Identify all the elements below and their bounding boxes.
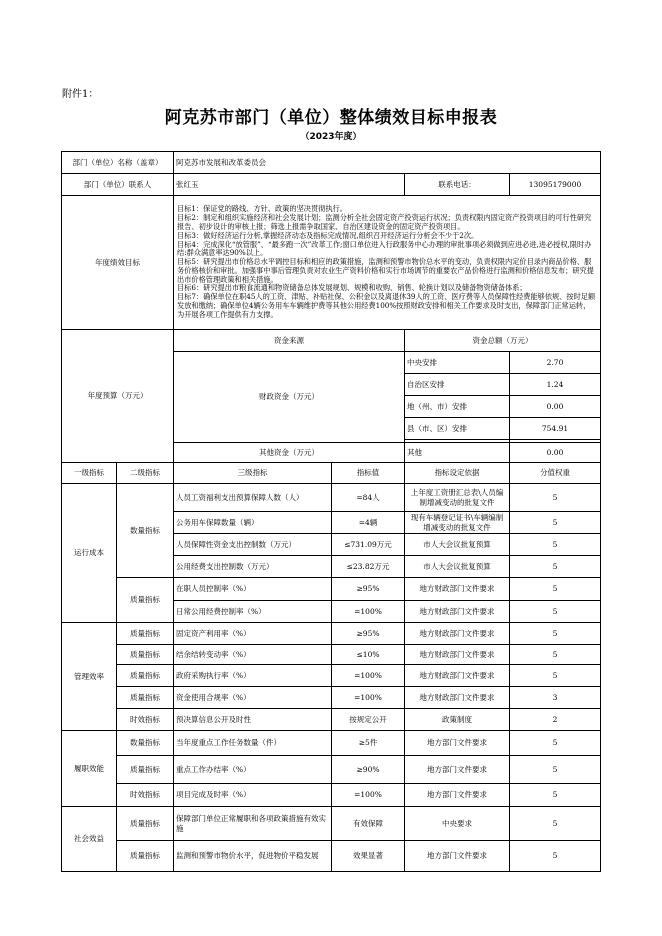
indicator-weight: 3: [510, 687, 601, 709]
indicator-row: [62, 578, 601, 601]
indicator-weight: 5: [510, 756, 601, 784]
level2-indicator: 质量指标: [117, 665, 174, 687]
level2-indicator: 时效指标: [117, 709, 174, 731]
budget-source-header: 资金来源: [174, 330, 405, 352]
indicator-basis: 上年度工资册汇总表\人员编制增减变动的批复文件: [405, 484, 510, 512]
level3-indicator: 政府采购执行率（%）: [174, 665, 332, 687]
dept-label: 部门（单位）名称（盖章）: [62, 152, 174, 174]
goal-line: 目标2：制定和组织实施经济和社会发展计划；监测分析全社会固定资产投资运行状况；负责权限内固定资产投资项目的可行性研究报告、初步设计的审核上报；筛选上报需争取国家、自治区建设资金的固定资产投资项目。: [177, 213, 592, 231]
level3-indicator: 结余结转变动率（%）: [174, 645, 332, 665]
level2-indicator: 数量指标: [117, 731, 174, 756]
indicator-basis: 中央要求: [405, 807, 510, 841]
level1-indicator: 履职效能: [62, 731, 117, 807]
level2-indicator: 质量指标: [117, 807, 174, 841]
year-subtitle: （2023年度）: [300, 132, 362, 142]
budget-row-name: 自治区安排: [405, 374, 510, 396]
level2-indicator: 质量指标: [117, 756, 174, 784]
contact-label: 部门（单位）联系人: [62, 174, 174, 196]
indicator-basis: 市人大会议批复预算: [405, 534, 510, 556]
level3-indicator: 预决算信息公开及时性: [174, 709, 332, 731]
level2-indicator: 质量指标: [117, 687, 174, 709]
level2-indicator: 质量指标: [117, 645, 174, 665]
indicator-value: 有效保障: [332, 807, 405, 841]
level1-indicator: 社会效益: [62, 807, 117, 872]
level3-indicator: 日常公用经费控制率（%）: [174, 601, 332, 623]
dept-row: [62, 152, 601, 174]
goal-line: 目标1：保证党的路线、方针、政策的坚决贯彻执行。: [177, 204, 347, 214]
indicator-value: ≥90%: [332, 756, 405, 784]
indicator-row: [62, 623, 601, 645]
level1-indicator: 管理效率: [62, 623, 117, 731]
goals-label: 年度绩效目标: [62, 196, 174, 330]
indicator-weight: 5: [510, 645, 601, 665]
budget-row-name: 中央安排: [405, 352, 510, 374]
dept-value: 阿克苏市发展和改革委员会: [174, 152, 601, 174]
budget-header-row: [62, 330, 601, 352]
indicator-value: ≤23.82万元: [332, 556, 405, 578]
indicator-value: =4辆: [332, 512, 405, 534]
budget-row-value: 1.24: [510, 374, 601, 396]
indicator-row: [62, 807, 601, 841]
page-title: 阿克苏市部门（单位）整体绩效目标申报表: [164, 108, 498, 128]
header-basis: 指标设定依据: [405, 463, 510, 484]
level3-indicator: 当年度重点工作任务数量（件）: [174, 731, 332, 756]
level3-indicator: 在职人员控制率（%）: [174, 578, 332, 601]
budget-row-value: 2.70: [510, 352, 601, 374]
indicator-basis: 地方财政部门文件要求: [405, 665, 510, 687]
indicator-basis: 政策制度: [405, 709, 510, 731]
indicator-value: ≤10%: [332, 645, 405, 665]
contact-value: 张红玉: [174, 174, 405, 196]
fiscal-label: 财政资金（万元）: [174, 352, 405, 443]
indicator-row: [62, 645, 601, 665]
indicator-basis: 地方部门文件要求: [405, 841, 510, 872]
budget-row-name: 其他: [405, 443, 510, 463]
level3-indicator: 重点工作办结率（%）: [174, 756, 332, 784]
indicator-value: =100%: [332, 784, 405, 807]
level3-indicator: 固定资产利用率（%）: [174, 623, 332, 645]
budget-row-value: 0.00: [510, 396, 601, 418]
level2-indicator: 质量指标: [117, 841, 174, 872]
indicator-value: =100%: [332, 601, 405, 623]
goal-line: 目标7：确保单位在职45人的工资、津贴、补贴社保、公积金以及离退休39人的工资、医疗费等人员保障性经费能够依规、按时足额发放和缴纳；确保单位4辆公务用车车辆维护费等其他公用经费100%按照财政安排和相关工作要求及时支出，保障部门正常运转，为开展各项工作提供有力支撑。: [177, 292, 596, 319]
indicator-weight: 5: [510, 665, 601, 687]
level3-indicator: 保障部门单位正常履职和各项政策措施有效实施: [174, 807, 332, 841]
indicator-basis: 地方部门文件要求: [405, 784, 510, 807]
header-level1: 一级指标: [62, 463, 117, 484]
budget-row-name: 县（市、区）安排: [405, 418, 510, 440]
indicator-value: =100%: [332, 687, 405, 709]
other-label: 其他资金（万元）: [174, 443, 405, 463]
indicator-value: 按规定公开: [332, 709, 405, 731]
indicator-basis: 地方部门文件要求: [405, 731, 510, 756]
indicator-header-row: [62, 463, 601, 484]
budget-row-name: 地（州、市）安排: [405, 396, 510, 418]
indicator-value: 效果显著: [332, 841, 405, 872]
phone-value: 13095179000: [510, 174, 601, 196]
header-level2: 二级指标: [117, 463, 174, 484]
indicator-weight: 5: [510, 601, 601, 623]
level3-indicator: 资金使用合规率（%）: [174, 687, 332, 709]
budget-row-value: 0.00: [510, 443, 601, 463]
indicator-weight: 5: [510, 807, 601, 841]
indicator-basis: 地方部门文件要求: [405, 756, 510, 784]
indicator-basis: 地方财政部门文件要求: [405, 645, 510, 665]
budget-total-header: 资金总额（万元）: [405, 330, 601, 352]
indicator-value: =100%: [332, 665, 405, 687]
indicator-weight: 5: [510, 484, 601, 512]
goal-line: 目标4：完成深化“放管服”、“最多跑一次”改革工作;窗口单位进入行政服务中心办理的审批事项必须做到应进必进,进必授权,限时办结:群众满意率达90%以上。: [177, 239, 592, 258]
indicator-value: ≤731.09万元: [332, 534, 405, 556]
level2-indicator: 质量指标: [117, 623, 174, 645]
indicator-weight: 5: [510, 556, 601, 578]
indicator-weight: 2: [510, 709, 601, 731]
budget-row-value: 754.91: [510, 418, 601, 440]
indicator-basis: 现有车辆登记证书\车辆编制增减变动的批复文件: [405, 512, 510, 534]
level2-indicator: 时效指标: [117, 784, 174, 807]
indicator-value: ≥95%: [332, 623, 405, 645]
indicator-value: ≥5件: [332, 731, 405, 756]
level2-indicator: 数量指标: [117, 484, 174, 578]
indicator-value: =84人: [332, 484, 405, 512]
indicator-weight: 5: [510, 841, 601, 872]
goals-row: [62, 196, 601, 330]
indicator-row: [62, 756, 601, 784]
indicator-weight: 5: [510, 578, 601, 601]
indicator-row: [62, 665, 601, 687]
indicator-weight: 5: [510, 534, 601, 556]
level3-indicator: 监测和预警市物价水平，促进物价平稳发展: [174, 841, 332, 872]
level3-indicator: 公务用车保障数量（辆）: [174, 512, 332, 534]
indicator-basis: 地方财政部门文件要求: [405, 601, 510, 623]
indicator-row: [62, 841, 601, 872]
level1-indicator: 运行成本: [62, 484, 117, 623]
indicator-weight: 5: [510, 784, 601, 807]
indicator-row: [62, 731, 601, 756]
level3-indicator: 人员保障性资金支出控制数（万元）: [174, 534, 332, 556]
level3-indicator: 项目完成及时率（%）: [174, 784, 332, 807]
indicator-row: [62, 484, 601, 512]
header-weight: 分值权重: [510, 463, 601, 484]
goal-line: 目标6：研究提出市粮食流通和物资储备总体发展规划、规模和收购、销售、轮换计划以及储备物资储备体系；: [177, 283, 527, 293]
table-body: [62, 152, 601, 872]
indicator-value: ≥95%: [332, 578, 405, 601]
level3-indicator: 人员工资福利支出预算保障人数（人）: [174, 484, 332, 512]
contact-row: [62, 174, 601, 196]
level2-indicator: 质量指标: [117, 578, 174, 623]
indicator-basis: 市人大会议批复预算: [405, 556, 510, 578]
goals-text: [174, 196, 601, 330]
level3-indicator: 公用经费支出控制数（万元）: [174, 556, 332, 578]
performance-table: [61, 151, 601, 872]
indicator-weight: 5: [510, 731, 601, 756]
indicator-weight: 5: [510, 623, 601, 645]
indicator-basis: 地方财政部门文件要求: [405, 578, 510, 601]
indicator-row: [62, 709, 601, 731]
goal-line: 目标3：做好经济运行分析,掌握经济动态及指标完成情况,组织召开经济运行分析会不少于2次。: [177, 230, 479, 240]
indicator-row: [62, 784, 601, 807]
goal-line: 目标5：研究提出市价格总水平调控目标和相应的政策措施，监测和预警市物价总水平的变动，负责权限内定价目录内商品价格、服务价格核价和审批。加强事中事后管理负责对农业生产资料价格和实行市场调节的重要农产品价格进行监测和价格信息发布；研究提出市价格管理政策和相关措施。: [177, 257, 594, 284]
indicator-basis: 地方财政部门文件要求: [405, 687, 510, 709]
phone-label: 联系电话：: [405, 174, 510, 196]
header-value: 指标值: [332, 463, 405, 484]
budget-label: 年度预算（万元）: [62, 330, 174, 463]
indicator-row: [62, 687, 601, 709]
attachment-label: 附件1：: [62, 89, 99, 100]
indicator-weight: 5: [510, 512, 601, 534]
indicator-basis: 地方财政部门文件要求: [405, 623, 510, 645]
header-level3: 三级指标: [174, 463, 332, 484]
